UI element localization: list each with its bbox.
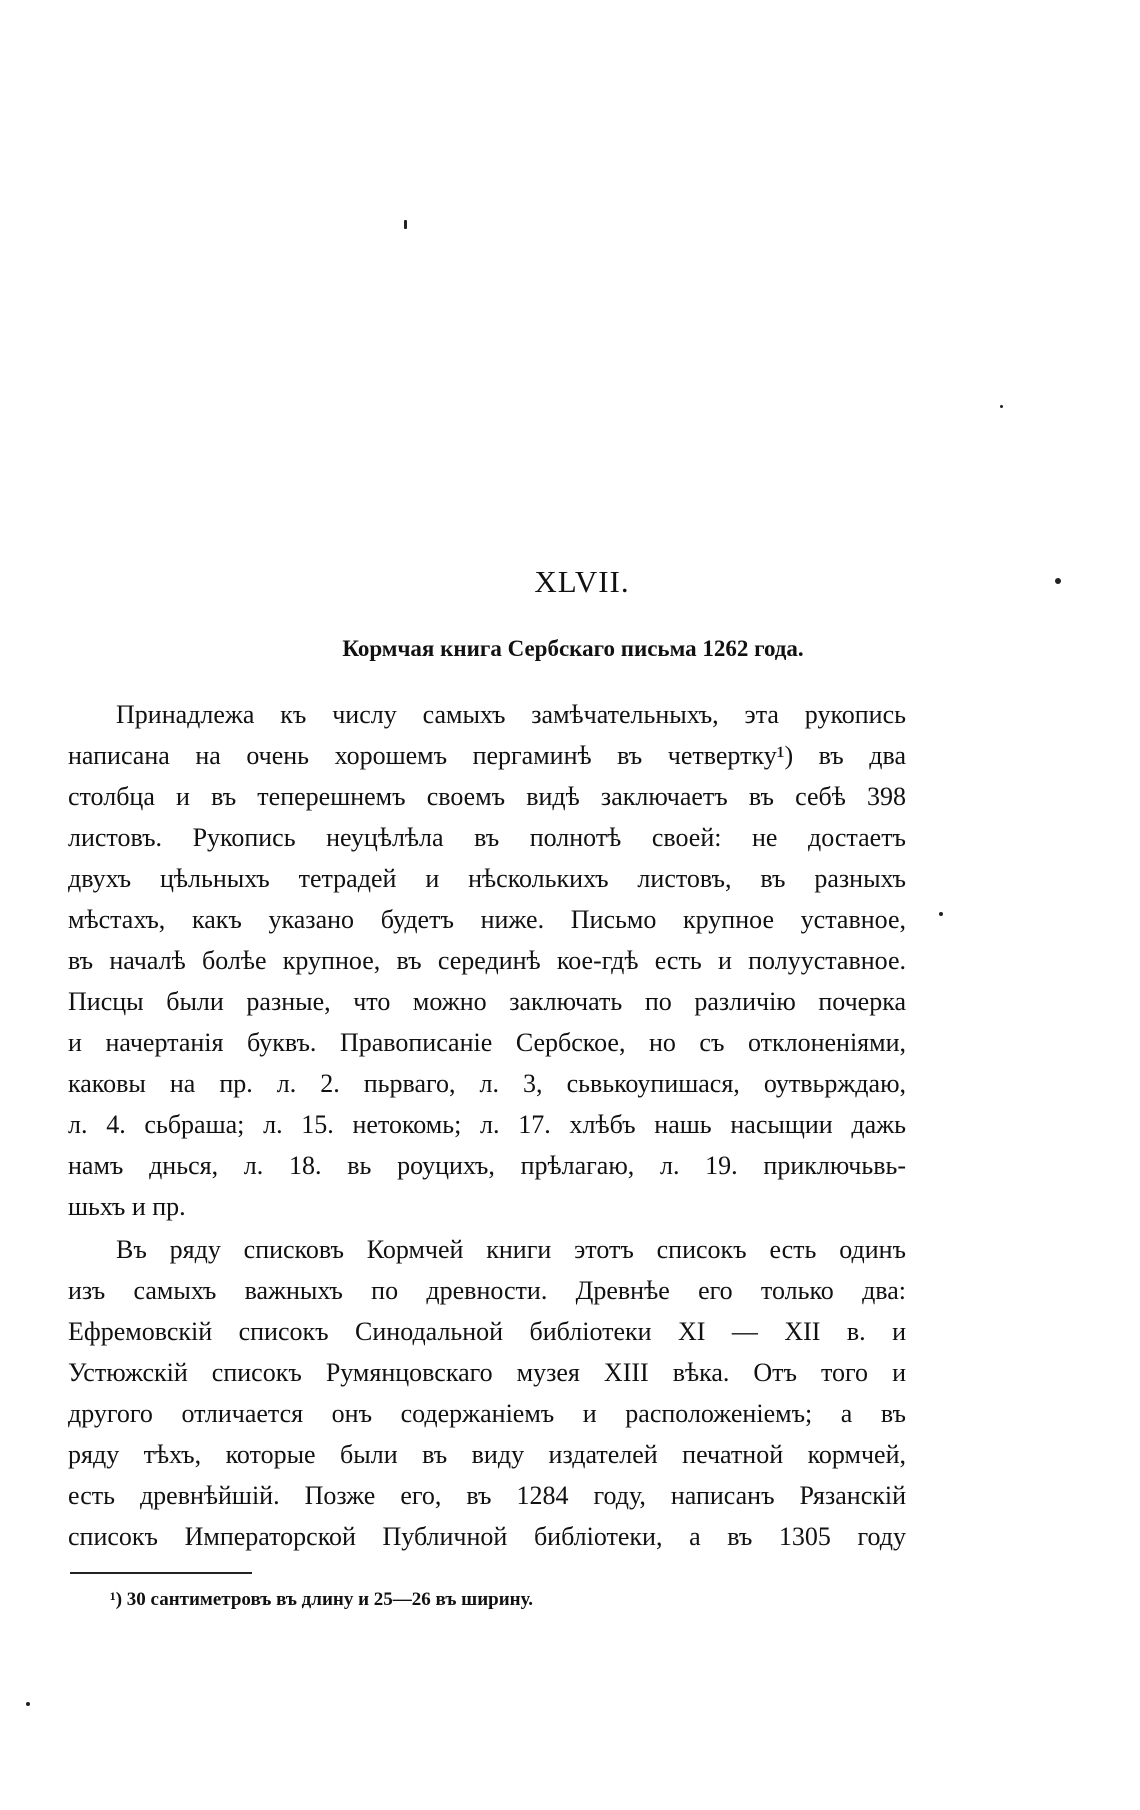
text-line: шьхъ и пр. <box>68 1192 186 1221</box>
text-line: есть древнѣйшій. Позже его, въ 1284 году, написанъ Рязанскій <box>68 1481 906 1510</box>
chapter-title <box>0 633 1140 665</box>
body-text <box>68 694 906 1557</box>
text-line: каковы на пр. л. 2. пьрваго, л. 3, сьвькоупишася, оутвьрждаю, <box>68 1069 906 1098</box>
text-line: въ началѣ болѣе крупное, въ серединѣ кое-гдѣ есть и полууставное. <box>68 946 906 975</box>
text-line: Писцы были разные, что можно заключать по различію почерка <box>68 987 906 1016</box>
text-line: другого отличается онъ содержаніемъ и расположеніемъ; а въ <box>68 1399 906 1428</box>
scan-speck <box>404 220 407 229</box>
text-line: столбца и въ теперешнемъ своемъ видѣ заключаетъ въ себѣ 398 <box>68 782 906 811</box>
text-line: ряду тѣхъ, которые были въ виду издателей печатной кормчей, <box>68 1440 906 1469</box>
text-line: Принадлежа къ числу самыхъ замѣчательныхъ, эта рукопись <box>116 700 906 729</box>
paragraph-1 <box>68 694 906 1227</box>
chapter-number-text: XLVII. <box>534 564 630 599</box>
text-line: двухъ цѣльныхъ тетрадей и нѣсколькихъ листовъ, въ разныхъ <box>68 864 906 893</box>
text-line: изъ самыхъ важныхъ по древности. Древнѣе его только два: <box>68 1276 906 1305</box>
scan-speck <box>26 1702 30 1706</box>
text-line: и начертанія буквъ. Правописаніе Сербское, но съ отклоненіями, <box>68 1028 906 1057</box>
text-line: листовъ. Рукопись неуцѣлѣла въ полнотѣ своей: не достаетъ <box>68 823 906 852</box>
text-line: л. 4. сьбраша; л. 15. нетокомь; л. 17. хлѣбъ нашь насыщии дажь <box>68 1110 906 1139</box>
text-line: Въ ряду списковъ Кормчей книги этотъ списокъ есть одинъ <box>116 1235 906 1264</box>
paragraph-2 <box>68 1229 906 1557</box>
chapter-title-text: Кормчая книга Сербскаго письма 1262 года. <box>342 636 804 661</box>
footnote-divider <box>70 1572 252 1574</box>
text-line: написана на очень хорошемъ пергаминѣ въ четвертку¹) въ два <box>68 741 906 770</box>
chapter-number <box>0 562 1140 602</box>
footnote: ¹) 30 сантиметровъ въ длину и 25—26 въ ширину. <box>110 1589 533 1610</box>
text-line: намъ днься, л. 18. вь роуцихъ, прѣлагаю, л. 19. приключьвь- <box>68 1151 906 1180</box>
scan-speck <box>939 912 943 916</box>
text-line: Устюжскій списокъ Румянцовскаго музея XIII вѣка. Отъ того и <box>68 1358 906 1387</box>
text-line: списокъ Императорской Публичной библіотеки, а въ 1305 году <box>68 1522 906 1551</box>
scan-speck <box>1000 405 1003 408</box>
text-line: Ефремовскій списокъ Синодальной библіотеки XI — XII в. и <box>68 1317 906 1346</box>
text-line: мѣстахъ, какъ указано будетъ ниже. Письмо крупное уставное, <box>68 905 906 934</box>
